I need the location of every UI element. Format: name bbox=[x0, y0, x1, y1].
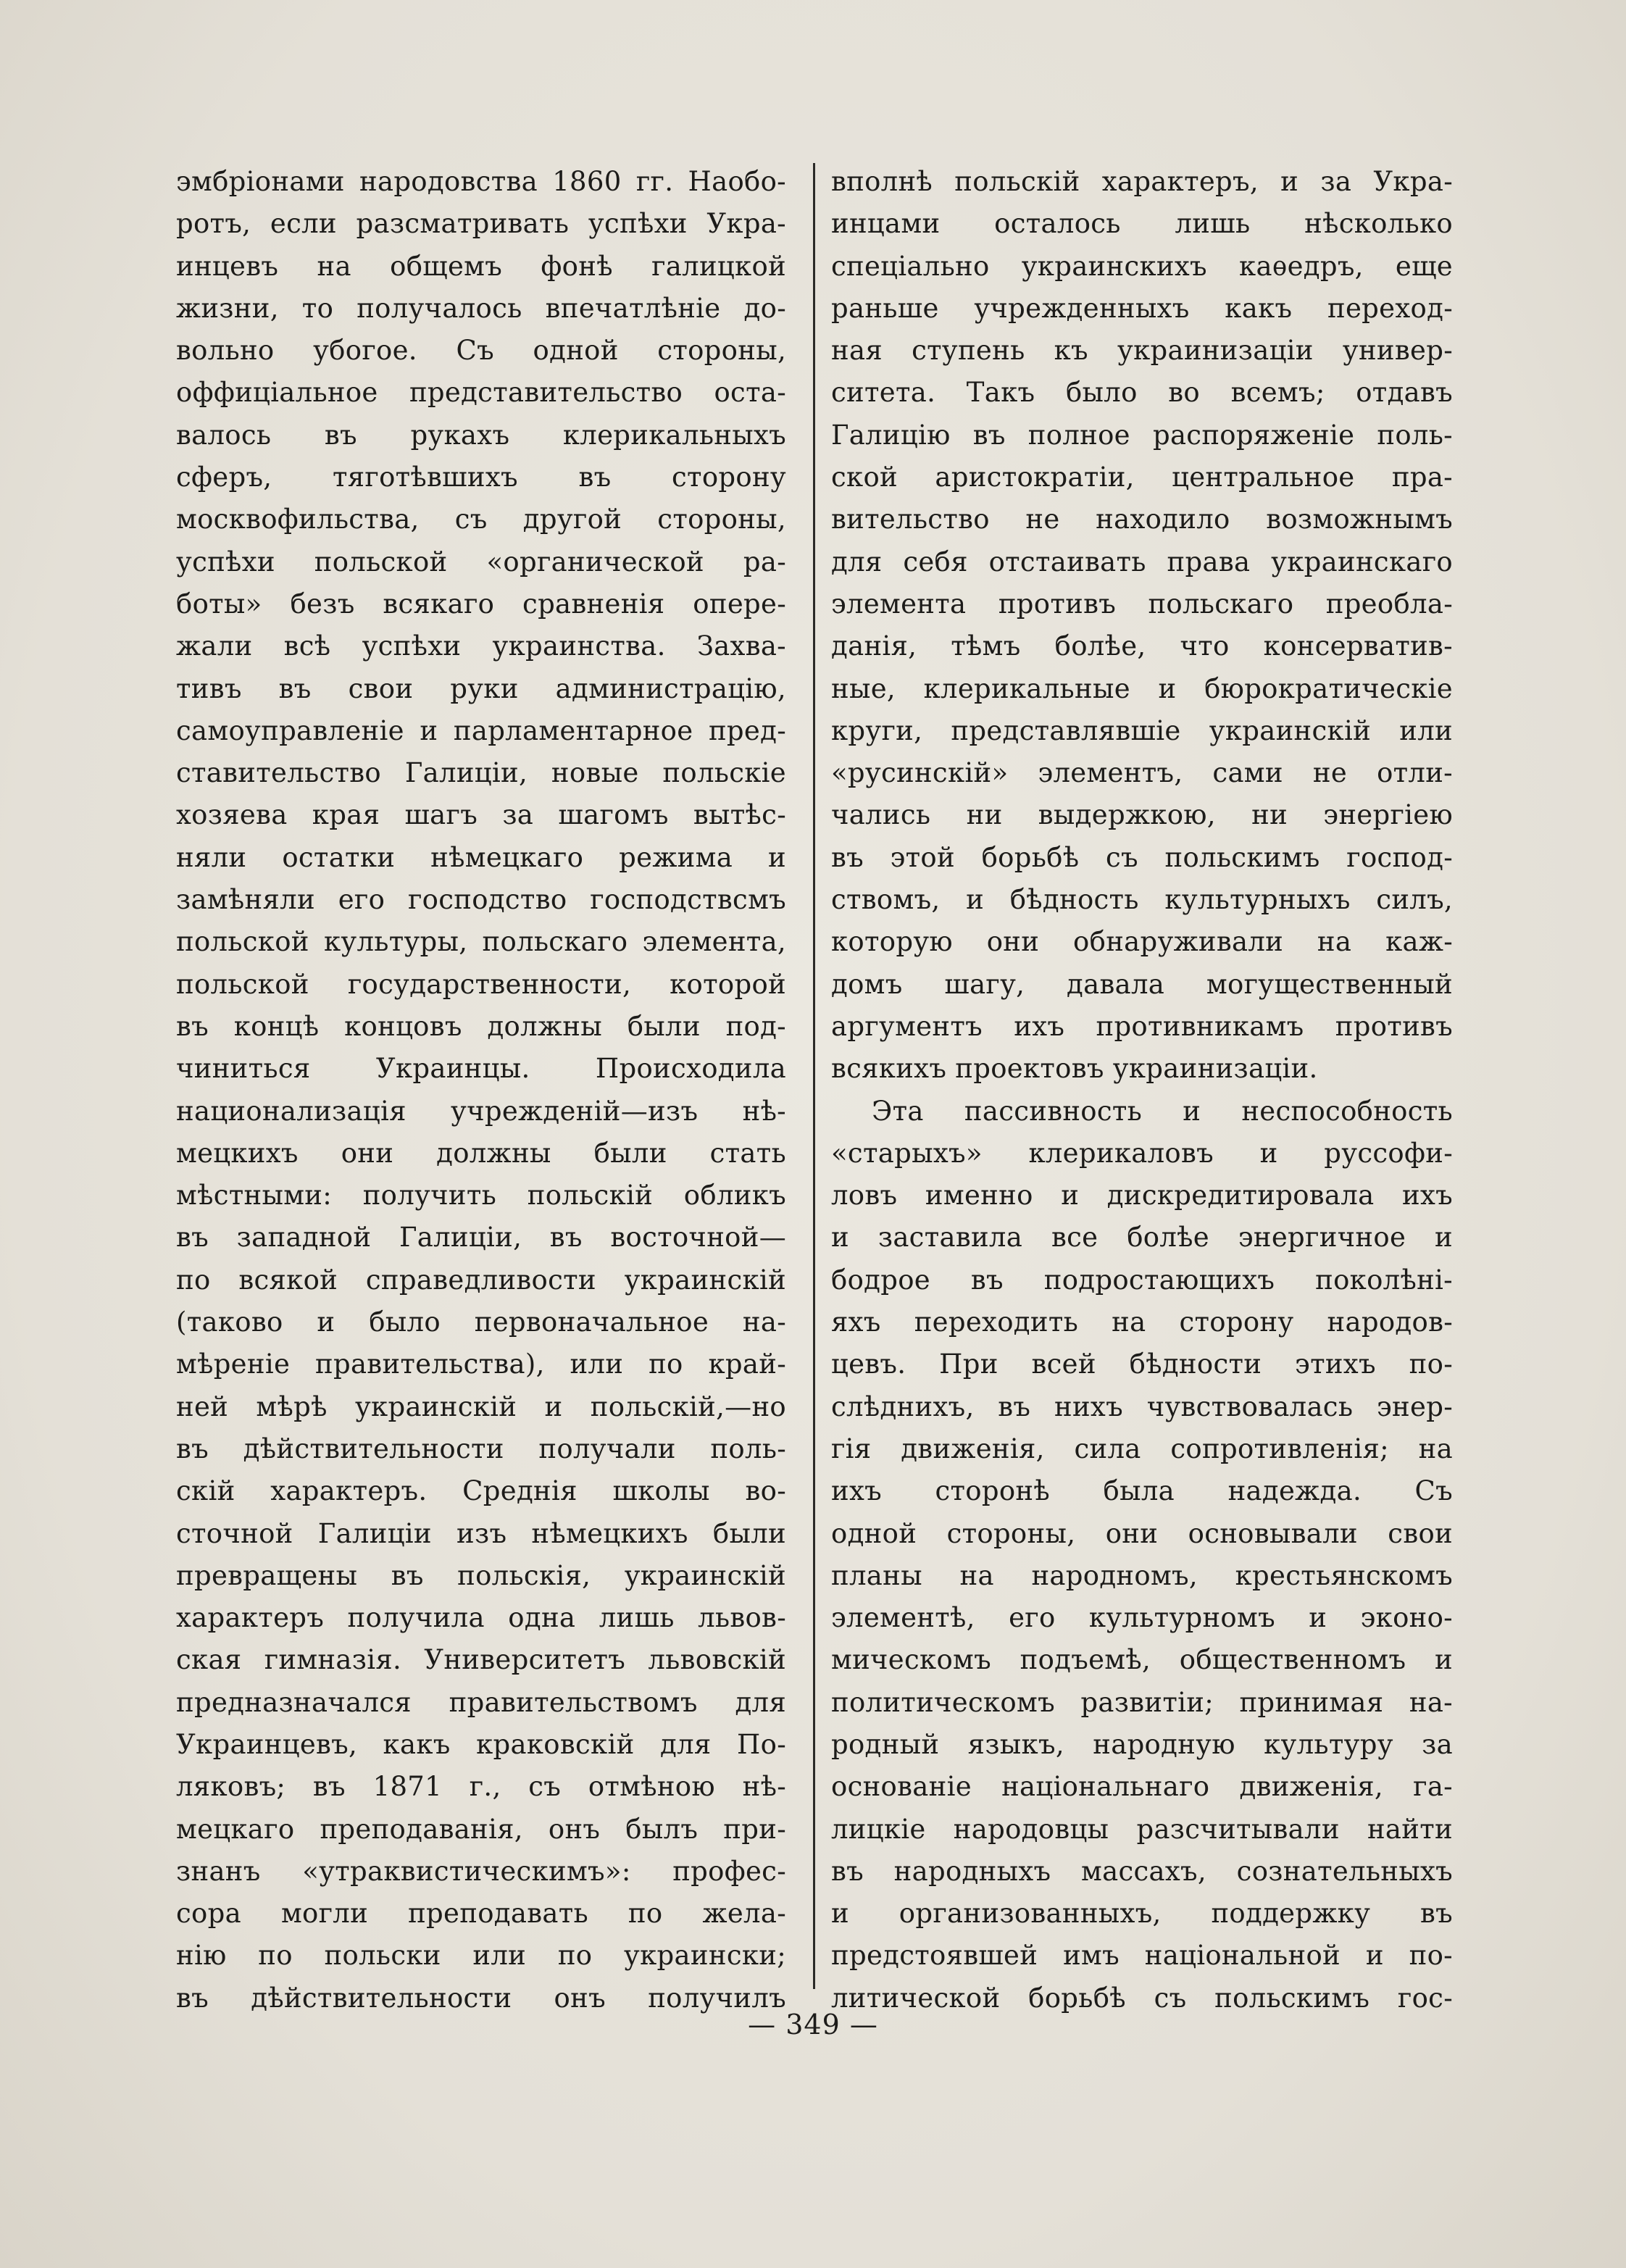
text-line: хозяева края шагъ за шагомъ вытѣс- bbox=[176, 799, 786, 831]
text-line: сточной Галиціи изъ нѣмецкихъ были bbox=[176, 1517, 786, 1549]
text-line: предназначался правительствомъ для bbox=[176, 1686, 786, 1718]
text-line: слѣднихъ, въ нихъ чувствовалась энер- bbox=[831, 1391, 1453, 1422]
text-line: превращены въ польскія, украинскій bbox=[176, 1559, 786, 1591]
text-line: раньше учрежденныхъ какъ переход- bbox=[831, 292, 1453, 324]
text-line: въ концѣ концовъ должны были под- bbox=[176, 1010, 786, 1042]
text-line: ней мѣрѣ украинскій и польскій,—но bbox=[176, 1391, 786, 1422]
text-line: нію по польски или по украински; bbox=[176, 1940, 786, 1972]
text-line: мическомъ подъемѣ, общественномъ и bbox=[831, 1644, 1453, 1676]
text-line: чиниться Украинцы. Происходила bbox=[176, 1053, 786, 1085]
left-text-column bbox=[176, 161, 786, 2019]
text-line: цевъ. При всей бѣдности этихъ по- bbox=[831, 1348, 1453, 1380]
text-line: элементѣ, его культурномъ и эконо- bbox=[831, 1602, 1453, 1634]
text-line: тивъ въ свои руки администрацію, bbox=[176, 672, 786, 704]
text-line: ляковъ; въ 1871 г., съ отмѣною нѣ- bbox=[176, 1771, 786, 1803]
text-line: вольно убогое. Съ одной стороны, bbox=[176, 335, 786, 367]
text-line: яхъ переходить на сторону народов- bbox=[831, 1306, 1453, 1338]
text-line: родный языкъ, народную культуру за bbox=[831, 1728, 1453, 1760]
text-line: няли остатки нѣмецкаго режима и bbox=[176, 841, 786, 873]
text-line: валось въ рукахъ клерикальныхъ bbox=[176, 419, 786, 451]
text-line: чались ни выдержкою, ни энергіею bbox=[831, 799, 1453, 831]
text-line: ставительство Галиціи, новые польскіе bbox=[176, 757, 786, 789]
text-line: успѣхи польской «органической ра- bbox=[176, 546, 786, 578]
text-line: въ народныхъ массахъ, сознательныхъ bbox=[831, 1855, 1453, 1887]
text-line: самоуправленіе и парламентарное пред- bbox=[176, 714, 786, 746]
text-line: мѣстными: получить польскій обликъ bbox=[176, 1180, 786, 1212]
column-divider bbox=[813, 163, 815, 1989]
text-line: национализація учрежденій—изъ нѣ- bbox=[176, 1095, 786, 1127]
text-line: польской государственности, которой bbox=[176, 968, 786, 1000]
text-line: вительство не находило возможнымъ bbox=[831, 504, 1453, 535]
text-line: Галицію въ полное распоряженіе поль- bbox=[831, 419, 1453, 451]
text-line: ловъ именно и дискредитировала ихъ bbox=[831, 1180, 1453, 1212]
text-line: эмбріонами народовства 1860 гг. Наобо- bbox=[176, 166, 786, 197]
text-line: жали всѣ успѣхи украинства. Захва- bbox=[176, 630, 786, 662]
text-line: одной стороны, они основывали свои bbox=[831, 1517, 1453, 1549]
text-line: характеръ получила одна лишь львов- bbox=[176, 1602, 786, 1634]
text-line: литической борьбѣ съ польскимъ гос- bbox=[831, 1982, 1453, 2014]
text-line: мецкаго преподаванія, онъ былъ при- bbox=[176, 1813, 786, 1845]
text-line: польской культуры, польскаго элемента, bbox=[176, 926, 786, 958]
text-line: ситета. Такъ было во всемъ; отдавъ bbox=[831, 377, 1453, 409]
text-line: боты» безъ всякаго сравненія опере- bbox=[176, 588, 786, 620]
text-line: ихъ сторонѣ была надежда. Съ bbox=[831, 1475, 1453, 1507]
text-line: вполнѣ польскій характеръ, и за Укра- bbox=[831, 166, 1453, 197]
text-line: для себя отстаивать права украинскаго bbox=[831, 546, 1453, 578]
text-line: круги, представлявшіе украинскій или bbox=[831, 714, 1453, 746]
text-line: скій характеръ. Среднія школы во- bbox=[176, 1475, 786, 1507]
text-line: данія, тѣмъ болѣе, что консерватив- bbox=[831, 630, 1453, 662]
text-line: въ дѣйствительности получали поль- bbox=[176, 1433, 786, 1464]
text-line: жизни, то получалось впечатлѣніе до- bbox=[176, 292, 786, 324]
text-line: знанъ «утраквистическимъ»: профес- bbox=[176, 1855, 786, 1887]
text-line: планы на народномъ, крестьянскомъ bbox=[831, 1559, 1453, 1591]
text-line: сферъ, тяготѣвшихъ въ сторону bbox=[176, 462, 786, 493]
text-line: въ западной Галиціи, въ восточной— bbox=[176, 1222, 786, 1254]
text-line: москвофильства, съ другой стороны, bbox=[176, 504, 786, 535]
text-line: въ этой борьбѣ съ польскимъ господ- bbox=[831, 841, 1453, 873]
text-line: гія движенія, сила сопротивленія; на bbox=[831, 1433, 1453, 1464]
right-text-column bbox=[831, 161, 1453, 2019]
text-line: домъ шагу, давала могущественный bbox=[831, 968, 1453, 1000]
text-line: замѣняли его господство господствсмъ bbox=[176, 884, 786, 916]
text-line: сора могли преподавать по жела- bbox=[176, 1898, 786, 1930]
text-line: и организованныхъ, поддержку въ bbox=[831, 1898, 1453, 1930]
text-line: ные, клерикальные и бюрократическіе bbox=[831, 672, 1453, 704]
text-line: аргументъ ихъ противникамъ противъ bbox=[831, 1010, 1453, 1042]
page-number: — 349 — bbox=[748, 2009, 878, 2040]
text-line: Украинцевъ, какъ краковскій для По- bbox=[176, 1728, 786, 1760]
text-line: ская гимназія. Университетъ львовскій bbox=[176, 1644, 786, 1676]
text-line: и заставила все болѣе энергичное и bbox=[831, 1222, 1453, 1254]
text-line: элемента противъ польскаго преобла- bbox=[831, 588, 1453, 620]
text-line: спеціально украинскихъ каѳедръ, еще bbox=[831, 250, 1453, 282]
text-line: лицкіе народовцы разсчитывали найти bbox=[831, 1813, 1453, 1845]
text-line: которую они обнаруживали на каж- bbox=[831, 926, 1453, 958]
text-line: по всякой справедливости украинскій bbox=[176, 1264, 786, 1296]
text-line: ная ступень къ украинизаціи универ- bbox=[831, 335, 1453, 367]
text-line: «старыхъ» клерикаловъ и руссофи- bbox=[831, 1137, 1453, 1169]
text-line: всякихъ проектовъ украинизаціи. bbox=[831, 1053, 1318, 1085]
text-line: въ дѣйствительности онъ получилъ bbox=[176, 1982, 786, 2014]
text-line: инцами осталось лишь нѣсколько bbox=[831, 208, 1453, 240]
text-line: ской аристократіи, центральное пра- bbox=[831, 462, 1453, 493]
text-line: предстоявшей имъ національной и по- bbox=[831, 1940, 1453, 1972]
text-line: мѣреніе правительства), или по край- bbox=[176, 1348, 786, 1380]
text-line: основаніе національнаго движенія, га- bbox=[831, 1771, 1453, 1803]
text-line: ротъ, если разсматривать успѣхи Укра- bbox=[176, 208, 786, 240]
text-line: бодрое въ подростающихъ поколѣні- bbox=[831, 1264, 1453, 1296]
text-line: (таково и было первоначальное на- bbox=[176, 1306, 786, 1338]
text-line: ствомъ, и бѣдность культурныхъ силъ, bbox=[831, 884, 1453, 916]
text-line: политическомъ развитіи; принимая на- bbox=[831, 1686, 1453, 1718]
text-line: мецкихъ они должны были стать bbox=[176, 1137, 786, 1169]
text-line: «русинскій» элементъ, сами не отли- bbox=[831, 757, 1453, 789]
text-line: оффиціальное представительство оста- bbox=[176, 377, 786, 409]
text-line: Эта пассивность и неспособность bbox=[872, 1095, 1453, 1127]
text-line: инцевъ на общемъ фонѣ галицкой bbox=[176, 250, 786, 282]
